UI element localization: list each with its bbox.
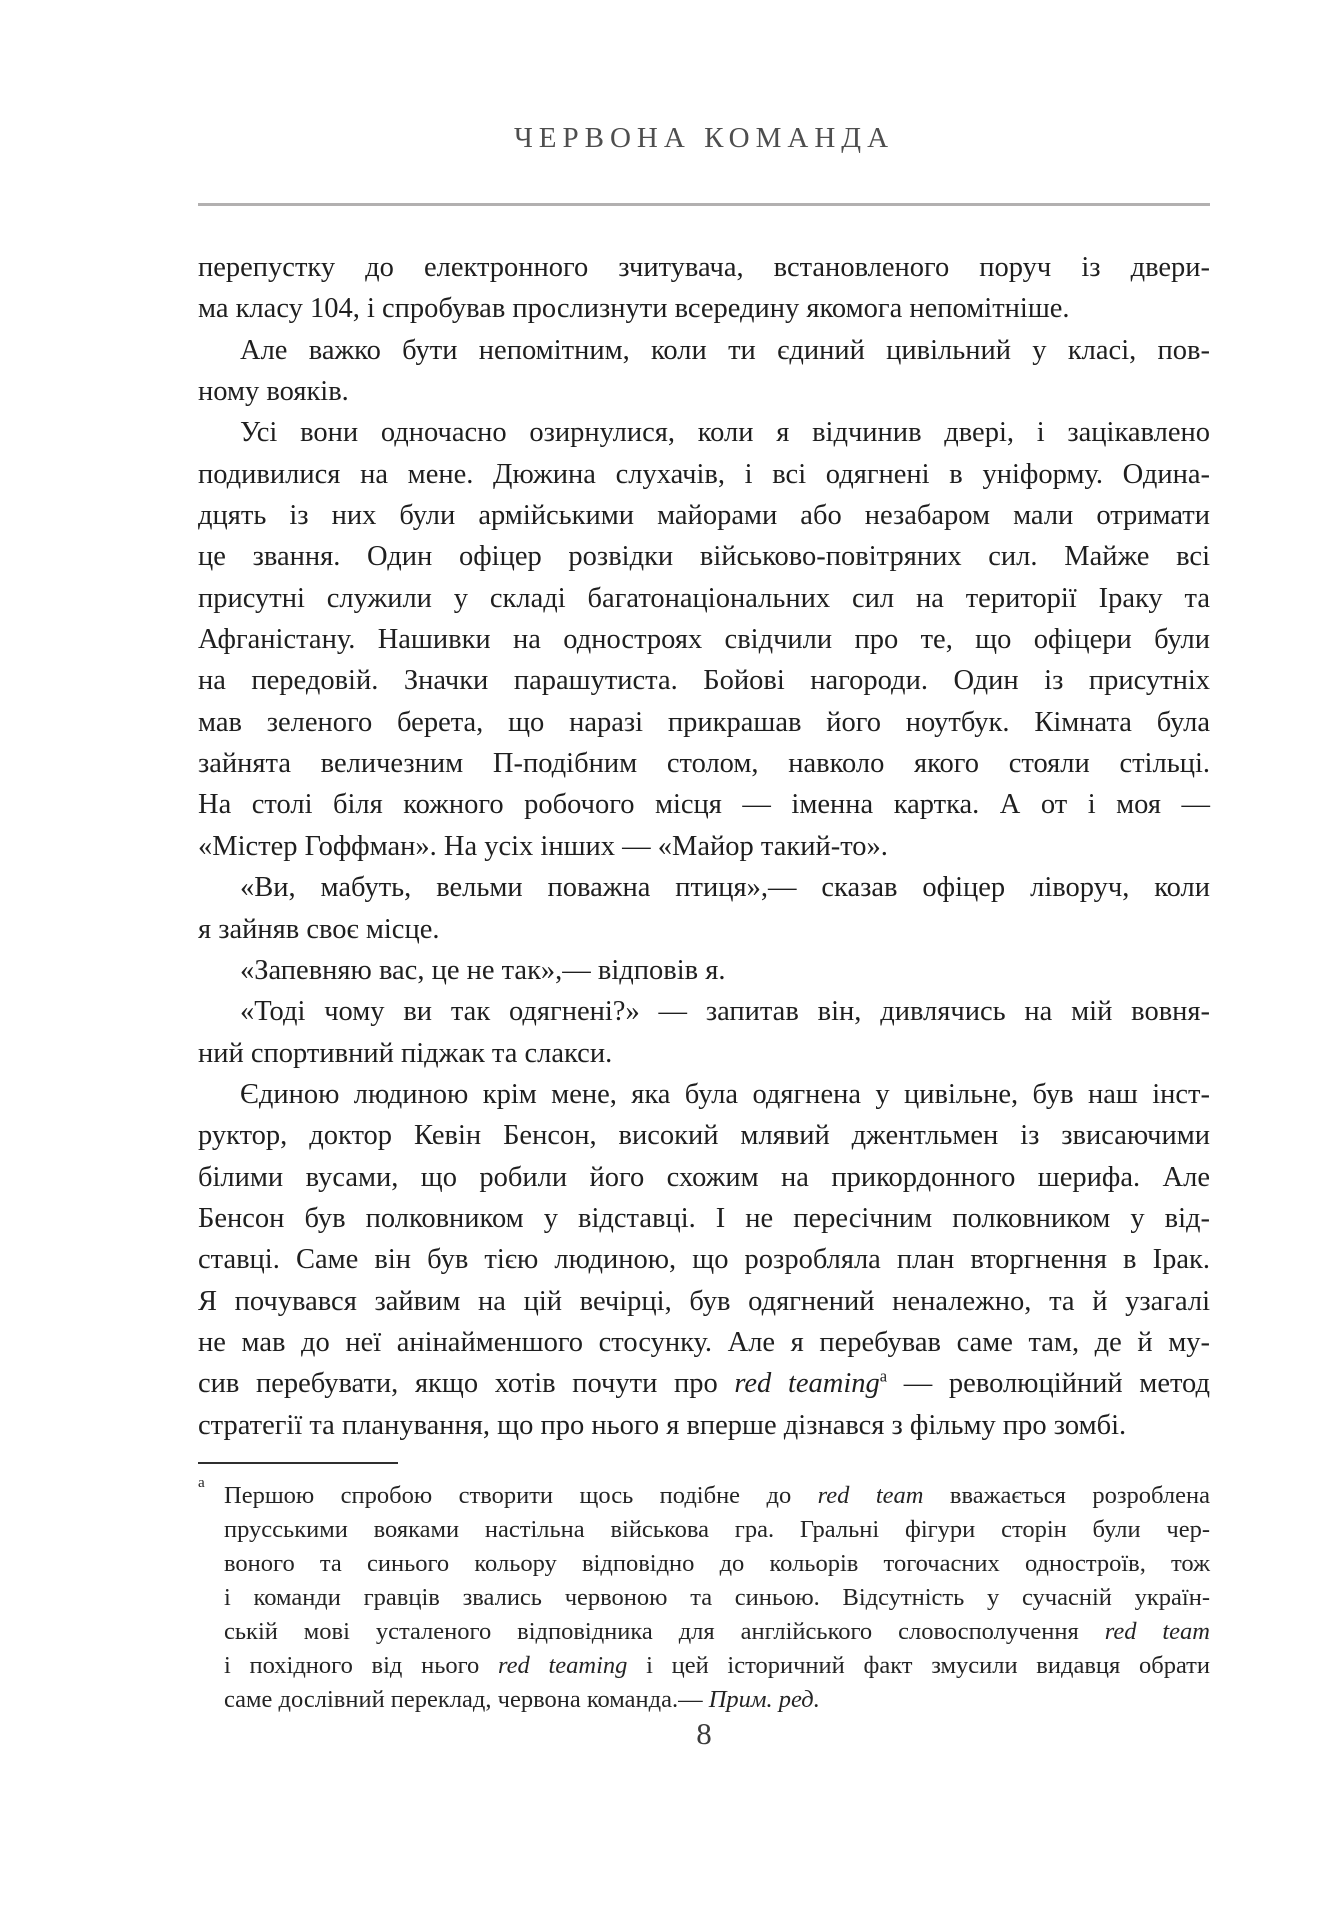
text-segment: білими вусами, що робили його схожим на прикордонного шерифа. Але (198, 1161, 1210, 1193)
text-segment: і цей історичний факт змусили видавця обрати (627, 1651, 1210, 1679)
text-line (198, 1405, 1210, 1446)
italic-term: red teaming (734, 1368, 880, 1400)
text-segment: присутні служили у складі багатонаціональних сил на території Іраку та (198, 582, 1210, 614)
text-segment: воного та синього кольору відповідно до кольорів тогочасних одностроїв, тож (224, 1549, 1210, 1577)
text-line (198, 909, 1210, 950)
text-line (198, 454, 1210, 495)
text-line (198, 1281, 1210, 1322)
text-segment: саме дослівний переклад, червона команда.— (224, 1685, 709, 1713)
text-segment: на передовій. Значки парашутиста. Бойові нагороди. Один із присутніх (198, 665, 1210, 697)
paragraph (198, 991, 1210, 1074)
text-segment: «Запевняю вас, це не так»,— відповів я. (240, 954, 726, 986)
text-segment: подивилися на мене. Дюжина слухачів, і всі одягнені в уніформу. Одина- (198, 458, 1210, 490)
text-line (198, 826, 1210, 867)
text-line (198, 578, 1210, 619)
text-line (198, 412, 1210, 453)
text-line (198, 743, 1210, 784)
text-line (198, 247, 1210, 288)
paragraph (198, 412, 1210, 867)
text-segment: Єдиною людиною крім мене, яка була одягнена у цивільне, був наш інст- (240, 1078, 1210, 1110)
text-segment: Усі вони одночасно озирнулися, коли я відчинив двері, і зацікавлено (240, 417, 1210, 449)
text-line (198, 371, 1210, 412)
body-text (198, 247, 1210, 1446)
text-line (224, 1581, 1210, 1615)
text-segment: прусськими вояками настільна військова гра. Гральні фігури сторін були чер- (224, 1516, 1210, 1544)
text-line (198, 288, 1210, 329)
paragraph (198, 330, 1210, 413)
text-segment: На столі біля кожного робочого місця — іменна картка. А от і моя — (198, 789, 1210, 821)
italic-term: Прим. ред. (708, 1685, 820, 1713)
text-line (198, 619, 1210, 660)
text-segment: «Містер Гоффман». На усіх інших — «Майор такий-то». (198, 830, 888, 862)
text-segment: і похідного від нього (224, 1651, 499, 1679)
text-line (224, 1547, 1210, 1581)
paragraph (198, 1074, 1210, 1446)
text-segment: ській мові усталеного відповідника для англійського словосполучення (224, 1617, 1105, 1645)
text-line (198, 702, 1210, 743)
text-segment: руктор, доктор Кевін Бенсон, високий млявий джентльмен із звисаючими (198, 1120, 1210, 1152)
text-segment: «Ви, мабуть, вельми поважна птиця»,— сказав офіцер ліворуч, коли (240, 872, 1210, 904)
footnote (198, 1473, 1210, 1717)
text-line (198, 867, 1210, 908)
text-line (198, 1363, 1210, 1404)
text-segment: Афганістану. Нашивки на одностроях свідчили про те, що офіцери були (198, 624, 1210, 656)
text-segment: Бенсон був полковником у відставці. І не пересічним полковником у від- (198, 1202, 1210, 1234)
text-line (224, 1513, 1210, 1547)
text-line (224, 1683, 1210, 1717)
text-segment: ма класу 104, і спробував прослизнути всередину якомога непомітніше. (198, 293, 1070, 325)
text-line (198, 1239, 1210, 1280)
text-segment: «Тоді чому ви так одягнені?» — запитав він, дивлячись на мій вовня- (240, 996, 1210, 1028)
text-line (198, 1115, 1210, 1156)
text-line (198, 1033, 1210, 1074)
text-segment: ному вояків. (198, 376, 349, 408)
text-line (224, 1615, 1210, 1649)
text-line (224, 1649, 1210, 1683)
text-line (198, 1473, 1210, 1513)
text-segment: і команди гравців звались червоною та синьою. Відсутність у сучасній україн- (224, 1583, 1210, 1611)
text-line (198, 1157, 1210, 1198)
text-segment: сив перебувати, якщо хотів почути про (198, 1368, 735, 1400)
text-line (198, 1074, 1210, 1115)
text-segment: перепустку до електронного зчитувача, встановленого поруч із двери- (198, 252, 1210, 283)
running-header: ЧЕРВОНА КОМАНДА (513, 122, 895, 154)
text-segment: — революційний метод (887, 1368, 1210, 1400)
text-segment: Але важко бути непомітним, коли ти єдиний цивільний у класі, пов- (240, 334, 1210, 366)
text-segment: Першою спробою створити щось подібне до (224, 1482, 818, 1510)
paragraph (198, 950, 1210, 991)
text-line (198, 1322, 1210, 1363)
header-rule (198, 203, 1210, 206)
text-line (198, 536, 1210, 577)
text-segment: мав зеленого берета, що наразі прикрашав його ноутбук. Кімната була (198, 706, 1210, 738)
paragraph (198, 247, 1210, 330)
text-line (198, 991, 1210, 1032)
footnote-marker: а (198, 1474, 205, 1492)
text-segment: не мав до неї анінайменшого стосунку. Але я перебував саме там, де й му- (198, 1326, 1210, 1358)
text-segment: дцять із них були армійськими майорами або незабаром мали отримати (198, 500, 1210, 532)
text-line (198, 660, 1210, 701)
page-number: 8 (696, 1716, 712, 1751)
text-line (198, 330, 1210, 371)
italic-term: red team (1104, 1617, 1210, 1645)
text-segment: ставці. Саме він був тією людиною, що розробляла план вторгнення в Ірак. (198, 1244, 1210, 1276)
text-segment: зайнята величезним П-подібним столом, навколо якого стояли стільці. (198, 748, 1210, 780)
text-line (198, 1198, 1210, 1239)
italic-term: red teaming (498, 1651, 628, 1679)
text-segment: вважається розроблена (923, 1482, 1210, 1510)
text-segment: Я почувався зайвим на цій вечірці, був одягнений неналежно, та й узагалі (198, 1285, 1210, 1317)
footnote-separator (198, 1462, 398, 1464)
text-line (198, 784, 1210, 825)
text-segment: це звання. Один офіцер розвідки військово-повітряних сил. Майже всі (198, 541, 1210, 573)
text-segment: стратегії та планування, що про нього я вперше дізнався з фільму про зомбі. (198, 1409, 1127, 1441)
text-segment: ний спортивний піджак та слакси. (198, 1037, 613, 1069)
footnote-reference: а (879, 1366, 888, 1386)
text-segment: я зайняв своє місце. (198, 913, 440, 945)
text-line (198, 950, 1210, 991)
italic-term: red team (817, 1482, 924, 1510)
text-line (198, 495, 1210, 536)
paragraph (198, 867, 1210, 950)
text-block (198, 0, 1210, 1930)
